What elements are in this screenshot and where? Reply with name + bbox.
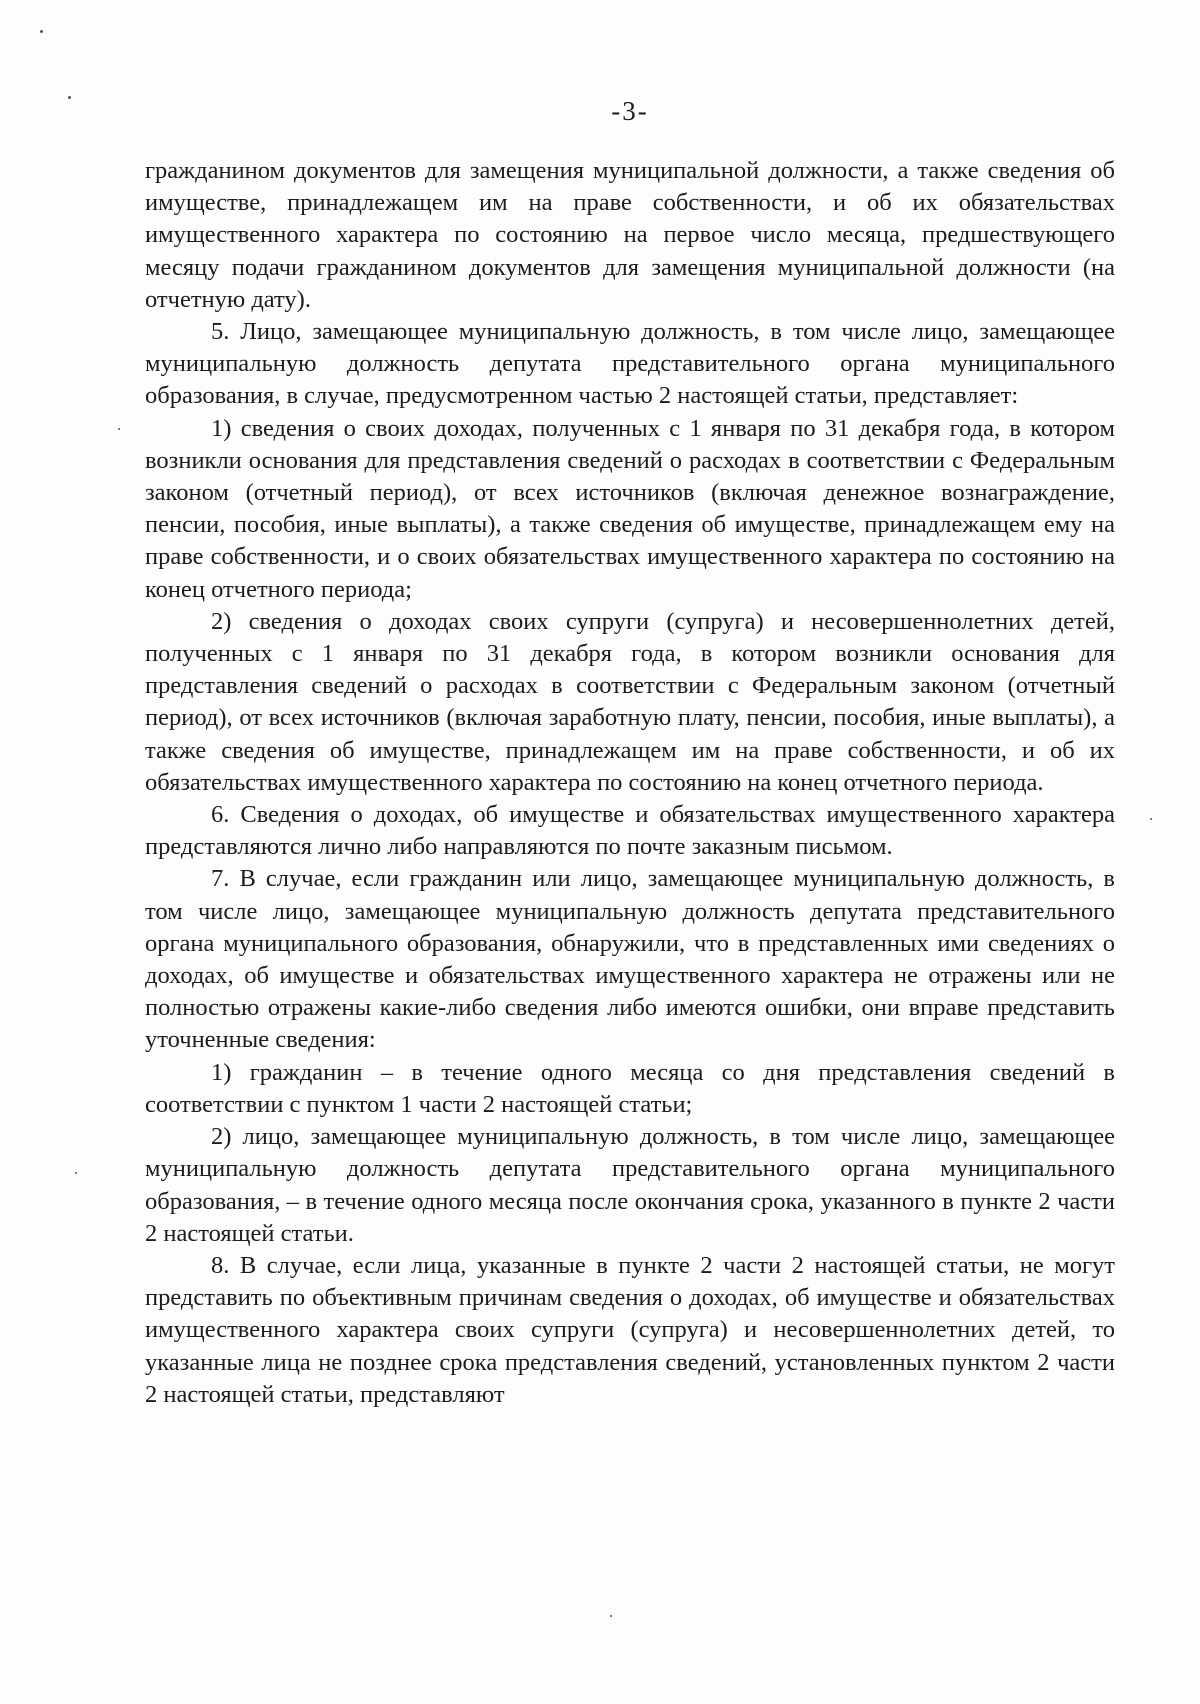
paragraph-item-7-2: 2) лицо, замещающее муниципальную должность, в том числе лицо, замещающее муниципальную должность депутата представительного органа муниципального образования, – в течение одного месяца после окончания срока, указанного в пункте 2 части 2 настоящей статьи. [145, 1123, 1115, 1247]
paragraph-item-5-1: 1) сведения о своих доходах, полученных с 1 января по 31 декабря года, в котором возникли основания для представления сведений о расходах в соответствии с Федеральным законом (отчетный период), от всех источников (включая денежное вознаграждение, пенсии, пособия, иные выплаты), а также сведения об имуществе, принадлежащем ему на праве собственности, и о своих обязательствах имущественного характера по состоянию на конец отчетного периода; [145, 414, 1115, 603]
scan-speck [610, 1615, 612, 1617]
page-number: -3- [611, 96, 649, 126]
paragraph-item-5-2: 2) сведения о доходах своих супруги (супруга) и несовершеннолетних детей, полученных с 1 января по 31 декабря года, в котором возникли основания для представления сведений о расходах в соответствии с Федеральным законом (отчетный период), от всех источников (включая заработную плату, пенсии, пособия, иные выплаты), а также сведения об имуществе, принадлежащем им на праве собственности, и об их обязательствах имущественного характера по состоянию на конец отчетного периода. [145, 607, 1115, 796]
scan-speck [68, 96, 71, 99]
scan-speck [118, 428, 120, 430]
paragraph-item-8: 8. В случае, если лица, указанные в пункте 2 части 2 настоящей статьи, не могут представить по объективным причинам сведения о доходах, об имуществе и обязательствах имущественного характера своих супруги (супруга) и несовершеннолетних детей, то указанные лица не позднее срока представления сведений, установленных пунктом 2 части 2 настоящей статьи, представляют [145, 1251, 1115, 1408]
scan-speck [40, 30, 43, 33]
paragraph-item-7-1: 1) гражданин – в течение одного месяца со дня представления сведений в соответствии с пунктом 1 части 2 настоящей статьи; [145, 1058, 1115, 1118]
paragraph-item-6: 6. Сведения о доходах, об имуществе и обязательствах имущественного характера представляются лично либо направляются по почте заказным письмом. [145, 801, 1115, 861]
scan-speck [75, 1172, 77, 1174]
paragraph-item-7: 7. В случае, если гражданин или лицо, замещающее муниципальную должность, в том числе лицо, замещающее муниципальную должность депутата представительного органа муниципального образования, обнаружили, что в представленных ими сведениях о доходах, об имуществе и обязательствах имущественного характера не отражены или не полностью отражены какие-либо сведения либо имеются ошибки, они вправе представить уточненные сведения: [145, 865, 1115, 1054]
paragraph-item-5: 5. Лицо, замещающее муниципальную должность, в том числе лицо, замещающее муниципальную должность депутата представительного органа муниципального образования, в случае, предусмотренном частью 2 настоящей статьи, представляет: [145, 318, 1115, 410]
paragraph-continuation: гражданином документов для замещения муниципальной должности, а также сведения об имуществе, принадлежащем им на праве собственности, и об их обязательствах имущественного характера по состоянию на первое число месяца, предшествующего месяцу подачи гражданином документов для замещения муниципальной должности (на отчетную дату). [145, 157, 1115, 313]
scan-speck [1150, 818, 1152, 820]
document-body [145, 155, 1115, 1411]
